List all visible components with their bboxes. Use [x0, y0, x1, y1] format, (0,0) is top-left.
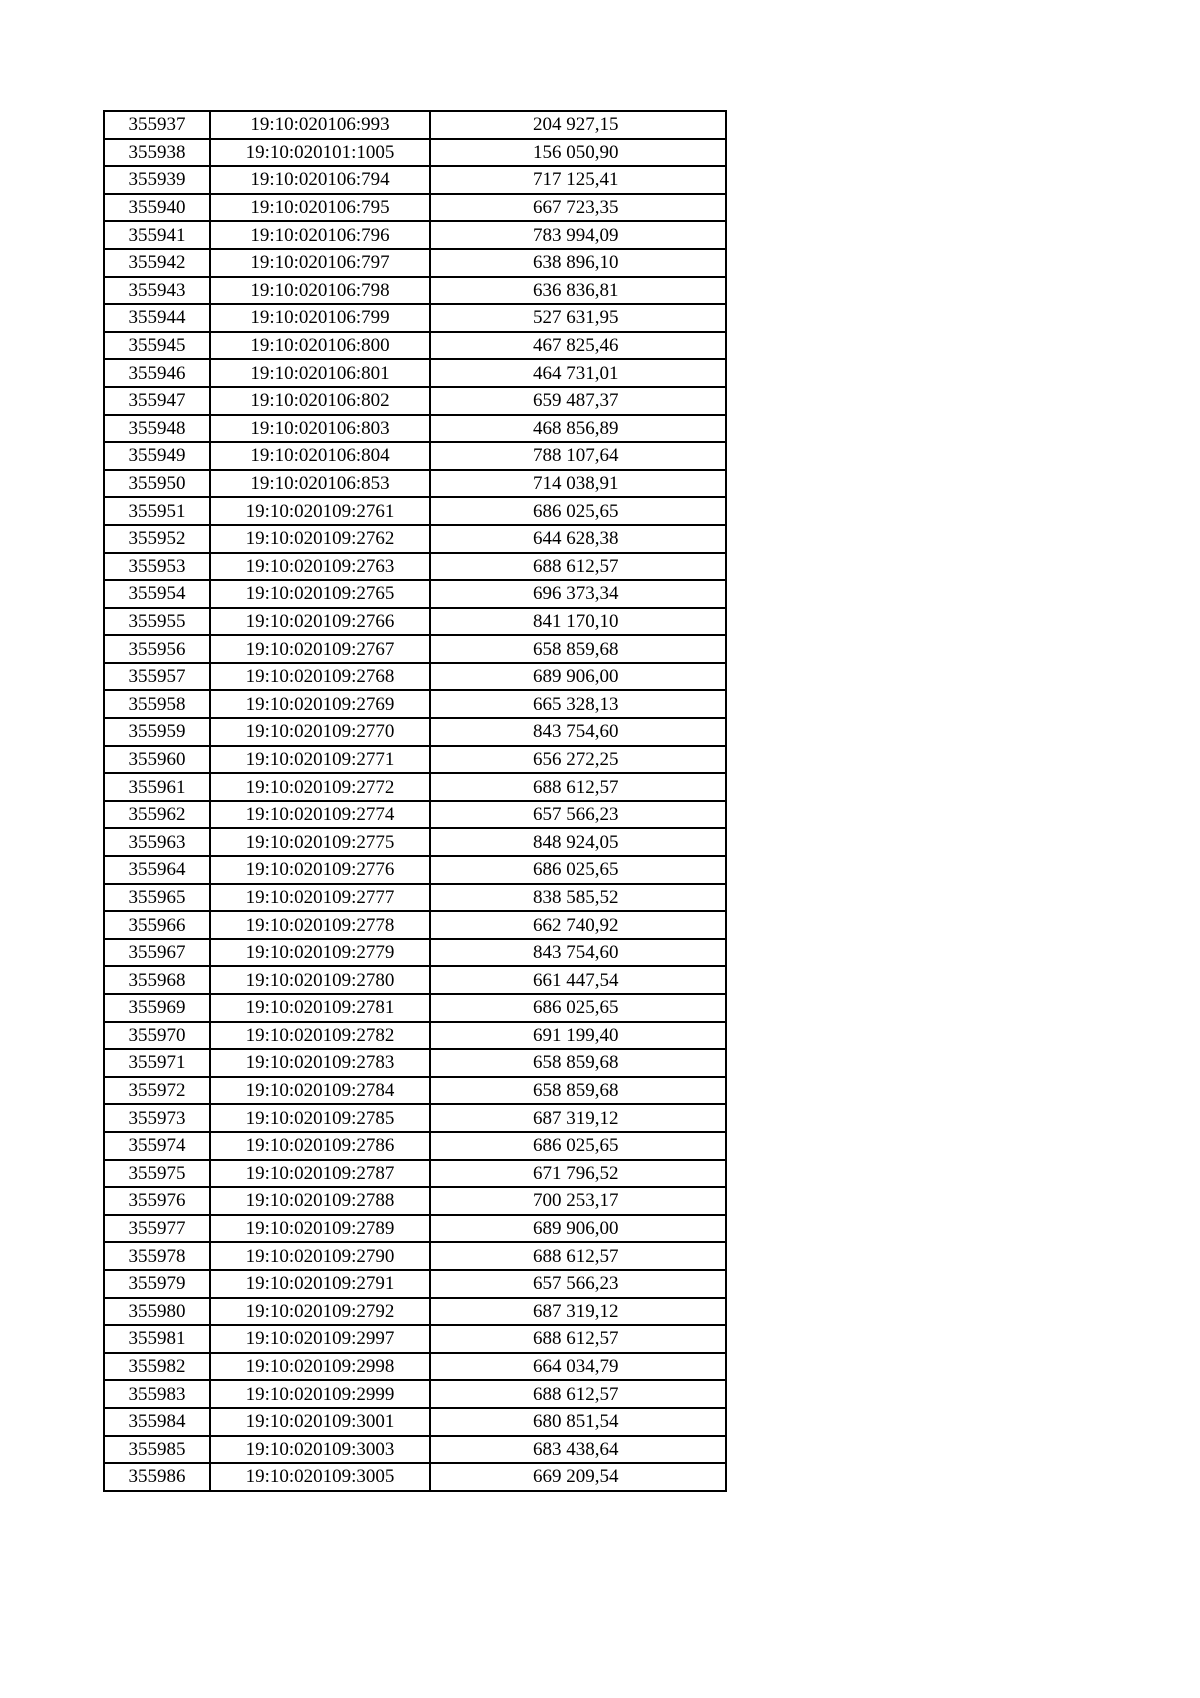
cadastral-number-cell: 19:10:020109:2792: [210, 1298, 430, 1326]
row-number-cell: 355975: [104, 1160, 210, 1188]
cadastral-value-cell: 689 906,00: [430, 663, 726, 691]
row-number-cell: 355954: [104, 580, 210, 608]
table-row: [104, 442, 726, 470]
cadastral-value-cell: 687 319,12: [430, 1104, 726, 1132]
table-row: [104, 332, 726, 360]
row-number-cell: 355947: [104, 387, 210, 415]
row-number-cell: 355965: [104, 884, 210, 912]
row-number-cell: 355956: [104, 635, 210, 663]
row-number-cell: 355948: [104, 415, 210, 443]
cadastral-value-cell: 657 566,23: [430, 801, 726, 829]
cadastral-number-cell: 19:10:020106:795: [210, 194, 430, 222]
cadastral-number-cell: 19:10:020109:2785: [210, 1104, 430, 1132]
cadastral-number-cell: 19:10:020109:2772: [210, 773, 430, 801]
cadastral-number-cell: 19:10:020109:2787: [210, 1160, 430, 1188]
row-number-cell: 355974: [104, 1132, 210, 1160]
row-number-cell: 355985: [104, 1436, 210, 1464]
cadastral-value-cell: 841 170,10: [430, 608, 726, 636]
cadastral-number-cell: 19:10:020109:2780: [210, 966, 430, 994]
cadastral-value-cell: 687 319,12: [430, 1298, 726, 1326]
cadastral-number-cell: 19:10:020109:2769: [210, 690, 430, 718]
row-number-cell: 355953: [104, 553, 210, 581]
row-number-cell: 355941: [104, 221, 210, 249]
table-row: [104, 1022, 726, 1050]
cadastral-value-cell: 664 034,79: [430, 1353, 726, 1381]
row-number-cell: 355942: [104, 249, 210, 277]
cadastral-value-cell: 691 199,40: [430, 1022, 726, 1050]
cadastral-number-cell: 19:10:020109:2763: [210, 553, 430, 581]
cadastral-value-cell: 686 025,65: [430, 497, 726, 525]
cadastral-number-cell: 19:10:020109:2783: [210, 1049, 430, 1077]
cadastral-value-cell: 689 906,00: [430, 1215, 726, 1243]
cadastral-value-cell: 688 612,57: [430, 553, 726, 581]
cadastral-value-cell: 688 612,57: [430, 1325, 726, 1353]
table-row: [104, 828, 726, 856]
table-row: [104, 690, 726, 718]
table-row: [104, 1187, 726, 1215]
cadastral-number-cell: 19:10:020106:797: [210, 249, 430, 277]
table-row: [104, 415, 726, 443]
cadastral-value-cell: 688 612,57: [430, 1242, 726, 1270]
cadastral-value-cell: 638 896,10: [430, 249, 726, 277]
row-number-cell: 355937: [104, 111, 210, 139]
table-row: [104, 884, 726, 912]
row-number-cell: 355945: [104, 332, 210, 360]
cadastral-value-cell: 788 107,64: [430, 442, 726, 470]
table-row: [104, 939, 726, 967]
cadastral-number-cell: 19:10:020106:853: [210, 470, 430, 498]
cadastral-number-cell: 19:10:020109:2762: [210, 525, 430, 553]
table-row: [104, 221, 726, 249]
table-row: [104, 139, 726, 167]
cadastral-value-cell: 783 994,09: [430, 221, 726, 249]
table-row: [104, 911, 726, 939]
cadastral-number-cell: 19:10:020106:804: [210, 442, 430, 470]
cadastral-number-cell: 19:10:020109:2782: [210, 1022, 430, 1050]
cadastral-value-cell: 661 447,54: [430, 966, 726, 994]
row-number-cell: 355952: [104, 525, 210, 553]
table-row: [104, 994, 726, 1022]
row-number-cell: 355955: [104, 608, 210, 636]
cadastral-value-cell: 683 438,64: [430, 1436, 726, 1464]
cadastral-value-cell: 843 754,60: [430, 718, 726, 746]
cadastral-number-cell: 19:10:020109:2998: [210, 1353, 430, 1381]
table-row: [104, 856, 726, 884]
table-row: [104, 966, 726, 994]
table-row: [104, 525, 726, 553]
row-number-cell: 355964: [104, 856, 210, 884]
table-row: [104, 497, 726, 525]
row-number-cell: 355950: [104, 470, 210, 498]
cadastral-number-cell: 19:10:020109:2766: [210, 608, 430, 636]
cadastral-value-cell: 464 731,01: [430, 359, 726, 387]
table-row: [104, 249, 726, 277]
cadastral-value-cell: 717 125,41: [430, 166, 726, 194]
row-number-cell: 355951: [104, 497, 210, 525]
row-number-cell: 355963: [104, 828, 210, 856]
cadastral-value-cell: 659 487,37: [430, 387, 726, 415]
cadastral-number-cell: 19:10:020109:2761: [210, 497, 430, 525]
cadastral-value-cell: 156 050,90: [430, 139, 726, 167]
cadastral-value-cell: 636 836,81: [430, 277, 726, 305]
cadastral-value-cell: 688 612,57: [430, 1380, 726, 1408]
cadastral-number-cell: 19:10:020109:2791: [210, 1270, 430, 1298]
cadastral-value-cell: 658 859,68: [430, 1049, 726, 1077]
cadastral-value-cell: 848 924,05: [430, 828, 726, 856]
table-row: [104, 1049, 726, 1077]
row-number-cell: 355960: [104, 746, 210, 774]
row-number-cell: 355971: [104, 1049, 210, 1077]
cadastral-value-table: [103, 110, 727, 1492]
table-row: [104, 304, 726, 332]
table-row: [104, 1104, 726, 1132]
cadastral-value-cell: 467 825,46: [430, 332, 726, 360]
cadastral-number-cell: 19:10:020109:2997: [210, 1325, 430, 1353]
cadastral-value-cell: 688 612,57: [430, 773, 726, 801]
table-body: [104, 111, 726, 1491]
cadastral-number-cell: 19:10:020109:3005: [210, 1463, 430, 1491]
cadastral-number-cell: 19:10:020109:2786: [210, 1132, 430, 1160]
row-number-cell: 355967: [104, 939, 210, 967]
table-row: [104, 277, 726, 305]
cadastral-value-cell: 667 723,35: [430, 194, 726, 222]
cadastral-number-cell: 19:10:020109:3003: [210, 1436, 430, 1464]
table-row: [104, 387, 726, 415]
row-number-cell: 355980: [104, 1298, 210, 1326]
table-row: [104, 1325, 726, 1353]
row-number-cell: 355976: [104, 1187, 210, 1215]
cadastral-number-cell: 19:10:020109:2776: [210, 856, 430, 884]
cadastral-value-cell: 662 740,92: [430, 911, 726, 939]
table-row: [104, 111, 726, 139]
table-row: [104, 1380, 726, 1408]
cadastral-value-cell: 468 856,89: [430, 415, 726, 443]
cadastral-number-cell: 19:10:020109:2779: [210, 939, 430, 967]
table-row: [104, 166, 726, 194]
cadastral-number-cell: 19:10:020109:2790: [210, 1242, 430, 1270]
table-row: [104, 1436, 726, 1464]
row-number-cell: 355966: [104, 911, 210, 939]
cadastral-value-cell: 658 859,68: [430, 635, 726, 663]
row-number-cell: 355946: [104, 359, 210, 387]
row-number-cell: 355978: [104, 1242, 210, 1270]
cadastral-value-cell: 658 859,68: [430, 1077, 726, 1105]
row-number-cell: 355972: [104, 1077, 210, 1105]
cadastral-value-cell: 656 272,25: [430, 746, 726, 774]
cadastral-value-cell: 669 209,54: [430, 1463, 726, 1491]
table-row: [104, 470, 726, 498]
row-number-cell: 355982: [104, 1353, 210, 1381]
cadastral-value-cell: 644 628,38: [430, 525, 726, 553]
cadastral-number-cell: 19:10:020106:798: [210, 277, 430, 305]
row-number-cell: 355958: [104, 690, 210, 718]
table-row: [104, 608, 726, 636]
cadastral-value-cell: 657 566,23: [430, 1270, 726, 1298]
table-row: [104, 1077, 726, 1105]
cadastral-value-cell: 665 328,13: [430, 690, 726, 718]
table-row: [104, 1160, 726, 1188]
row-number-cell: 355968: [104, 966, 210, 994]
cadastral-number-cell: 19:10:020109:2788: [210, 1187, 430, 1215]
row-number-cell: 355969: [104, 994, 210, 1022]
cadastral-value-cell: 686 025,65: [430, 1132, 726, 1160]
table-row: [104, 1298, 726, 1326]
cadastral-number-cell: 19:10:020106:803: [210, 415, 430, 443]
row-number-cell: 355981: [104, 1325, 210, 1353]
table-row: [104, 553, 726, 581]
cadastral-number-cell: 19:10:020109:2770: [210, 718, 430, 746]
table-row: [104, 1270, 726, 1298]
cadastral-number-cell: 19:10:020101:1005: [210, 139, 430, 167]
table-row: [104, 1215, 726, 1243]
table-row: [104, 359, 726, 387]
table-row: [104, 773, 726, 801]
cadastral-value-cell: 204 927,15: [430, 111, 726, 139]
table-row: [104, 580, 726, 608]
row-number-cell: 355957: [104, 663, 210, 691]
cadastral-number-cell: 19:10:020109:2778: [210, 911, 430, 939]
cadastral-number-cell: 19:10:020109:2777: [210, 884, 430, 912]
cadastral-value-cell: 680 851,54: [430, 1408, 726, 1436]
table-row: [104, 1463, 726, 1491]
row-number-cell: 355979: [104, 1270, 210, 1298]
cadastral-value-cell: 838 585,52: [430, 884, 726, 912]
row-number-cell: 355943: [104, 277, 210, 305]
cadastral-number-cell: 19:10:020106:800: [210, 332, 430, 360]
cadastral-number-cell: 19:10:020109:3001: [210, 1408, 430, 1436]
cadastral-number-cell: 19:10:020109:2774: [210, 801, 430, 829]
row-number-cell: 355977: [104, 1215, 210, 1243]
cadastral-number-cell: 19:10:020109:2775: [210, 828, 430, 856]
cadastral-number-cell: 19:10:020109:2784: [210, 1077, 430, 1105]
cadastral-number-cell: 19:10:020106:802: [210, 387, 430, 415]
table-row: [104, 635, 726, 663]
row-number-cell: 355983: [104, 1380, 210, 1408]
table-row: [104, 718, 726, 746]
cadastral-number-cell: 19:10:020106:794: [210, 166, 430, 194]
table-row: [104, 194, 726, 222]
cadastral-value-cell: 671 796,52: [430, 1160, 726, 1188]
cadastral-number-cell: 19:10:020109:2765: [210, 580, 430, 608]
row-number-cell: 355949: [104, 442, 210, 470]
cadastral-value-cell: 696 373,34: [430, 580, 726, 608]
row-number-cell: 355961: [104, 773, 210, 801]
table-row: [104, 663, 726, 691]
table-row: [104, 801, 726, 829]
cadastral-number-cell: 19:10:020109:2768: [210, 663, 430, 691]
cadastral-value-cell: 686 025,65: [430, 994, 726, 1022]
cadastral-number-cell: 19:10:020106:799: [210, 304, 430, 332]
cadastral-number-cell: 19:10:020109:2999: [210, 1380, 430, 1408]
row-number-cell: 355973: [104, 1104, 210, 1132]
cadastral-value-cell: 527 631,95: [430, 304, 726, 332]
cadastral-number-cell: 19:10:020109:2789: [210, 1215, 430, 1243]
cadastral-value-cell: 843 754,60: [430, 939, 726, 967]
row-number-cell: 355962: [104, 801, 210, 829]
cadastral-value-cell: 700 253,17: [430, 1187, 726, 1215]
cadastral-number-cell: 19:10:020109:2767: [210, 635, 430, 663]
row-number-cell: 355984: [104, 1408, 210, 1436]
cadastral-number-cell: 19:10:020106:801: [210, 359, 430, 387]
row-number-cell: 355986: [104, 1463, 210, 1491]
cadastral-number-cell: 19:10:020109:2771: [210, 746, 430, 774]
row-number-cell: 355940: [104, 194, 210, 222]
cadastral-number-cell: 19:10:020109:2781: [210, 994, 430, 1022]
cadastral-number-cell: 19:10:020106:796: [210, 221, 430, 249]
table-row: [104, 1242, 726, 1270]
table-row: [104, 1132, 726, 1160]
table-row: [104, 746, 726, 774]
row-number-cell: 355944: [104, 304, 210, 332]
row-number-cell: 355939: [104, 166, 210, 194]
row-number-cell: 355938: [104, 139, 210, 167]
row-number-cell: 355959: [104, 718, 210, 746]
cadastral-value-cell: 686 025,65: [430, 856, 726, 884]
cadastral-value-cell: 714 038,91: [430, 470, 726, 498]
table-row: [104, 1353, 726, 1381]
table-row: [104, 1408, 726, 1436]
cadastral-number-cell: 19:10:020106:993: [210, 111, 430, 139]
row-number-cell: 355970: [104, 1022, 210, 1050]
